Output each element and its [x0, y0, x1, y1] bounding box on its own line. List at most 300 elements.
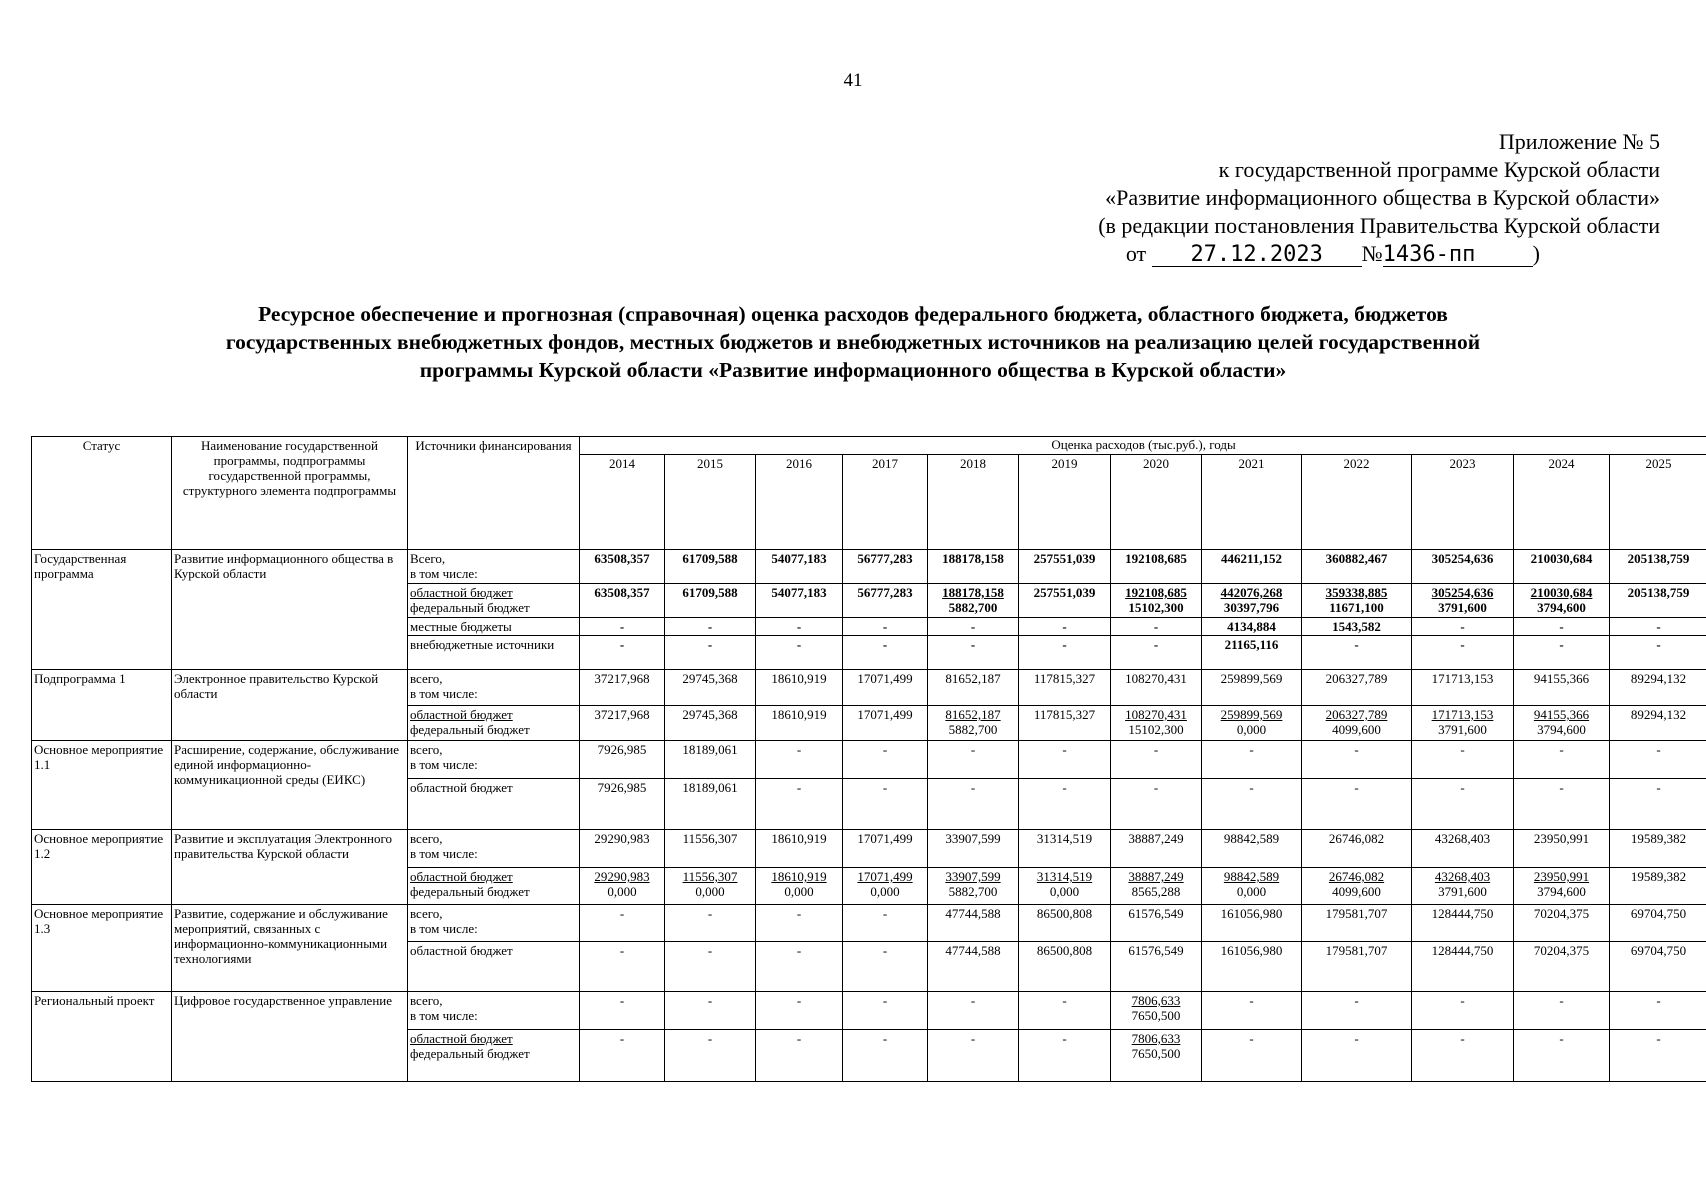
value-cell: [1610, 741, 1706, 779]
name-cell: Развитие и эксплуатация Электронного правительства Курской области: [172, 830, 408, 905]
value-cell: [1202, 942, 1302, 992]
value-cell: [756, 868, 843, 905]
value-cell: [843, 618, 928, 636]
value-cell: [580, 1030, 665, 1082]
value: 1543,582: [1332, 619, 1381, 634]
value: -: [970, 780, 976, 795]
value-cell: [1019, 830, 1111, 868]
year-header: 2021: [1202, 455, 1302, 550]
value-cell: [1302, 868, 1412, 905]
source-label: всего,: [410, 671, 443, 686]
value: 81652,187: [945, 707, 1001, 722]
value: 3794,600: [1537, 722, 1586, 737]
value: 29745,368: [682, 707, 738, 722]
value-cell: [1019, 706, 1111, 741]
value: 3791,600: [1438, 722, 1487, 737]
value: 17071,499: [857, 671, 913, 686]
value: 18610,919: [771, 831, 827, 846]
value-cell: [1019, 670, 1111, 706]
value: 43268,403: [1434, 831, 1491, 846]
value: 4134,884: [1227, 619, 1276, 634]
value: -: [1460, 637, 1465, 652]
appendix-line: (в редакции постановления Правительства Курской области: [1098, 213, 1660, 238]
value: 89294,132: [1630, 707, 1687, 722]
value: -: [707, 943, 713, 958]
value: 69704,750: [1630, 943, 1687, 958]
value: 61709,588: [682, 551, 738, 566]
value-cell: [843, 636, 928, 670]
value: 47744,588: [945, 906, 1001, 921]
value-cell: [1202, 550, 1302, 584]
appendix-line: Приложение № 5: [1498, 129, 1660, 154]
value: -: [1249, 780, 1254, 795]
value: -: [796, 943, 802, 958]
value: -: [707, 906, 713, 921]
value-cell: [665, 868, 756, 905]
value: -: [1153, 637, 1159, 652]
value-cell: [580, 992, 665, 1030]
name-cell: Цифровое государственное управление: [172, 992, 408, 1082]
value: 128444,750: [1431, 943, 1494, 958]
value-cell: [580, 584, 665, 618]
value: 206327,789: [1325, 707, 1388, 722]
source-label: федеральный бюджет: [410, 1046, 530, 1061]
value: 86500,808: [1036, 943, 1093, 958]
value-cell: [580, 868, 665, 905]
value: -: [796, 742, 802, 757]
value-cell: [1610, 618, 1706, 636]
value-cell: [1412, 779, 1514, 830]
source-label: федеральный бюджет: [410, 884, 530, 899]
status-cell: Государственная программа: [32, 550, 172, 670]
value: -: [882, 906, 888, 921]
value: 5882,700: [948, 884, 998, 899]
value-cell: [1610, 830, 1706, 868]
value-cell: [1412, 618, 1514, 636]
value: 19589,382: [1630, 869, 1687, 884]
value-cell: [843, 741, 928, 779]
value: -: [1559, 619, 1564, 634]
value: 0,000: [870, 884, 900, 899]
value: 18610,919: [771, 671, 827, 686]
value: 15102,300: [1128, 600, 1184, 615]
value: 192108,685: [1125, 585, 1187, 600]
value: -: [1559, 993, 1564, 1008]
value-cell: [1514, 584, 1610, 618]
value-cell: [1514, 868, 1610, 905]
year-header: 2025: [1610, 455, 1706, 550]
value-cell: [1302, 741, 1412, 779]
value: -: [1153, 619, 1159, 634]
value: 171713,153: [1431, 707, 1494, 722]
value-cell: [928, 670, 1019, 706]
value-cell: [580, 741, 665, 779]
name-cell: Электронное правительство Курской области: [172, 670, 408, 741]
value-cell: [665, 636, 756, 670]
value: 305254,636: [1431, 551, 1494, 566]
value: 0,000: [1236, 722, 1267, 737]
table-row: [32, 741, 1706, 779]
source-cell: [408, 942, 580, 992]
value: -: [1656, 637, 1661, 652]
value: 7806,633: [1131, 993, 1181, 1008]
value-cell: [665, 992, 756, 1030]
value-cell: [1514, 992, 1610, 1030]
value-cell: [1514, 905, 1610, 942]
value-cell: [1302, 779, 1412, 830]
value: -: [796, 619, 802, 634]
value: 5882,700: [948, 600, 998, 615]
value-cell: [1111, 550, 1202, 584]
name-cell: Расширение, содержание, обслуживание единой информационно-коммуникационной среды (ЕИКС): [172, 741, 408, 830]
source-cell: [408, 992, 580, 1030]
source-label: областной бюджет: [410, 1031, 513, 1046]
value-cell: [1412, 706, 1514, 741]
value-cell: [1514, 550, 1610, 584]
value: -: [1559, 1031, 1564, 1046]
value-cell: [580, 830, 665, 868]
value-cell: [928, 830, 1019, 868]
value-cell: [756, 779, 843, 830]
source-label: всего,: [410, 906, 443, 921]
value-cell: [580, 670, 665, 706]
value-cell: [1202, 905, 1302, 942]
value: -: [1460, 780, 1465, 795]
value: 188178,158: [942, 551, 1004, 566]
value-cell: [928, 706, 1019, 741]
value-cell: [1514, 706, 1610, 741]
value-cell: [756, 992, 843, 1030]
value: 161056,980: [1220, 943, 1283, 958]
source-label: всего,: [410, 831, 443, 846]
value: 7650,500: [1131, 1008, 1181, 1023]
year-header: 2014: [580, 455, 665, 550]
value: 128444,750: [1431, 906, 1494, 921]
value-cell: [1019, 741, 1111, 779]
source-label: всего,: [410, 993, 443, 1008]
close-paren: ): [1532, 241, 1540, 266]
value: 15102,300: [1128, 722, 1184, 737]
value: 18189,061: [682, 742, 738, 757]
source-cell: [408, 868, 580, 905]
value: -: [796, 993, 802, 1008]
value: 29290,983: [594, 869, 650, 884]
value: -: [1460, 619, 1465, 634]
value-cell: [665, 618, 756, 636]
value-cell: [665, 706, 756, 741]
value: 4099,600: [1332, 722, 1381, 737]
page-number: 41: [843, 70, 863, 91]
value: 43268,403: [1434, 869, 1491, 884]
source-label: федеральный бюджет: [410, 722, 530, 737]
value-cell: [665, 1030, 756, 1082]
value-cell: [1019, 905, 1111, 942]
value-cell: [665, 670, 756, 706]
value: -: [970, 1031, 976, 1046]
value: -: [1656, 780, 1661, 795]
value-cell: [1111, 584, 1202, 618]
value-cell: [1202, 992, 1302, 1030]
value: -: [1354, 780, 1359, 795]
value: -: [707, 1031, 713, 1046]
value: 31314,519: [1036, 831, 1093, 846]
value: -: [1559, 637, 1564, 652]
value-cell: [1111, 905, 1202, 942]
value-cell: [1412, 992, 1514, 1030]
value-cell: [928, 550, 1019, 584]
value: -: [1559, 742, 1564, 757]
appendix-line: к государственной программе Курской области: [1218, 157, 1660, 182]
document-title: [60, 300, 1646, 384]
value: 21165,116: [1224, 637, 1279, 652]
value-cell: [1412, 942, 1514, 992]
value-cell: [1019, 584, 1111, 618]
value: 29745,368: [682, 671, 738, 686]
value: 26746,082: [1328, 869, 1385, 884]
appendix-line: «Развитие информационного общества в Курской области»: [1105, 185, 1660, 210]
value-cell: [580, 942, 665, 992]
value-cell: [1514, 779, 1610, 830]
value: -: [1460, 993, 1465, 1008]
value: 359338,885: [1325, 585, 1388, 600]
value: 18189,061: [682, 780, 738, 795]
value: 446211,152: [1220, 551, 1283, 566]
source-label: внебюджетные источники: [410, 637, 555, 652]
value: 7650,500: [1131, 1046, 1181, 1061]
value: 0,000: [784, 884, 814, 899]
value-cell: [665, 830, 756, 868]
estimate-header: Оценка расходов (тыс.руб.), годы: [580, 437, 1706, 455]
value: 69704,750: [1630, 906, 1687, 921]
value: 205138,759: [1627, 551, 1690, 566]
value-cell: [843, 779, 928, 830]
value: 89294,132: [1630, 671, 1687, 686]
value-cell: [1111, 670, 1202, 706]
value: 47744,588: [945, 943, 1001, 958]
value: -: [1249, 1031, 1254, 1046]
value-cell: [1412, 1030, 1514, 1082]
value: 259899,569: [1220, 707, 1283, 722]
value-cell: [580, 779, 665, 830]
value: 117815,327: [1033, 671, 1096, 686]
value: 8565,288: [1131, 884, 1181, 899]
value: 0,000: [695, 884, 725, 899]
source-cell: [408, 636, 580, 670]
value-cell: [1412, 550, 1514, 584]
value: 4099,600: [1332, 884, 1381, 899]
value: 23950,991: [1533, 869, 1590, 884]
value: 5882,700: [948, 722, 998, 737]
source-cell: [408, 741, 580, 779]
status-cell: Основное мероприятие 1.2: [32, 830, 172, 905]
value-cell: [756, 741, 843, 779]
value: 56777,283: [857, 585, 913, 600]
value-cell: [756, 618, 843, 636]
value-cell: [1111, 706, 1202, 741]
value-cell: [843, 905, 928, 942]
appendix-header: [1098, 128, 1660, 268]
value-cell: [1019, 636, 1111, 670]
value: -: [1062, 637, 1067, 652]
value: 7806,633: [1131, 1031, 1181, 1046]
value: 33907,599: [945, 831, 1001, 846]
value: -: [1062, 742, 1067, 757]
value-cell: [1202, 636, 1302, 670]
year-header: 2020: [1111, 455, 1202, 550]
value-cell: [756, 942, 843, 992]
value-cell: [1610, 992, 1706, 1030]
value: -: [619, 637, 625, 652]
value-cell: [843, 1030, 928, 1082]
budget-table: [31, 436, 1706, 1082]
value-cell: [1514, 741, 1610, 779]
value: 259899,569: [1220, 671, 1283, 686]
value: -: [1062, 780, 1067, 795]
value-cell: [1610, 942, 1706, 992]
value-cell: [665, 550, 756, 584]
value-cell: [1412, 670, 1514, 706]
source-cell: [408, 584, 580, 618]
value: -: [1153, 780, 1159, 795]
value-cell: [665, 942, 756, 992]
value-cell: [1514, 830, 1610, 868]
value-cell: [580, 550, 665, 584]
value: -: [796, 1031, 802, 1046]
value-cell: [1111, 942, 1202, 992]
value-cell: [756, 670, 843, 706]
source-label: в том числе:: [410, 566, 478, 581]
value: -: [619, 619, 625, 634]
value-cell: [1111, 618, 1202, 636]
value-cell: [1111, 830, 1202, 868]
value: -: [619, 993, 625, 1008]
value-cell: [756, 905, 843, 942]
value: 17071,499: [857, 831, 913, 846]
source-header: Источники финансирования: [408, 437, 580, 550]
value-cell: [1019, 992, 1111, 1030]
value-cell: [580, 706, 665, 741]
value-cell: [1019, 868, 1111, 905]
value-cell: [580, 618, 665, 636]
title-line: государственных внебюджетных фондов, местных бюджетов и внебюджетных источников на реализацию целей государственной: [225, 330, 1481, 354]
source-label: областной бюджет: [410, 869, 513, 884]
value-cell: [1610, 779, 1706, 830]
value: 11556,307: [682, 831, 738, 846]
value: 56777,283: [857, 551, 913, 566]
value: 31314,519: [1036, 869, 1093, 884]
value-cell: [1302, 830, 1412, 868]
value-cell: [1514, 636, 1610, 670]
value-cell: [1302, 706, 1412, 741]
value: -: [707, 993, 713, 1008]
value: 30397,796: [1223, 600, 1280, 615]
source-cell: [408, 550, 580, 584]
value: -: [796, 780, 802, 795]
name-header: Наименование государственной программы, подпрограммы государственной программы, структурного элемента подпрограммы: [172, 437, 408, 550]
value-cell: [1202, 584, 1302, 618]
value: -: [1656, 619, 1661, 634]
year-header: 2017: [843, 455, 928, 550]
source-cell: [408, 618, 580, 636]
value: 3794,600: [1537, 600, 1586, 615]
value-cell: [1302, 550, 1412, 584]
value-cell: [756, 830, 843, 868]
status-header: Статус: [32, 437, 172, 550]
value-cell: [843, 670, 928, 706]
value: -: [882, 943, 888, 958]
table-row: [32, 992, 1706, 1030]
value-cell: [928, 584, 1019, 618]
value-cell: [1111, 868, 1202, 905]
value-cell: [1302, 905, 1412, 942]
value-cell: [756, 584, 843, 618]
value-cell: [1302, 636, 1412, 670]
value: -: [970, 742, 976, 757]
value-cell: [928, 741, 1019, 779]
value-cell: [1412, 636, 1514, 670]
value-cell: [1412, 905, 1514, 942]
value: -: [1062, 619, 1067, 634]
value: 171713,153: [1431, 671, 1494, 686]
value: -: [882, 619, 888, 634]
value: 7926,985: [597, 742, 647, 757]
value: 29290,983: [594, 831, 650, 846]
value: 54077,183: [771, 551, 827, 566]
year-header: 2024: [1514, 455, 1610, 550]
value-cell: [843, 942, 928, 992]
value-cell: [843, 584, 928, 618]
value: -: [1062, 993, 1067, 1008]
value: 205138,759: [1627, 585, 1690, 600]
value: 192108,685: [1125, 551, 1187, 566]
value: -: [1249, 742, 1254, 757]
source-label: всего,: [410, 742, 443, 757]
value-cell: [928, 992, 1019, 1030]
value: -: [619, 943, 625, 958]
value-cell: [1202, 830, 1302, 868]
value: 17071,499: [857, 869, 913, 884]
value: -: [619, 906, 625, 921]
number-label: №: [1361, 241, 1383, 266]
source-cell: [408, 706, 580, 741]
value: -: [619, 1031, 625, 1046]
source-label: областной бюджет: [410, 585, 513, 600]
value: -: [1656, 993, 1661, 1008]
value: -: [1249, 993, 1254, 1008]
value-cell: [1412, 741, 1514, 779]
value: 442076,268: [1220, 585, 1283, 600]
value: -: [970, 637, 976, 652]
value-cell: [1610, 1030, 1706, 1082]
value-cell: [1019, 618, 1111, 636]
value: 360882,467: [1325, 551, 1388, 566]
title-line: Ресурсное обеспечение и прогнозная (справочная) оценка расходов федерального бюджета, областного бюджета, бюджетов: [258, 302, 1448, 326]
value: -: [796, 906, 802, 921]
value: 18610,919: [771, 869, 827, 884]
value: -: [1656, 742, 1661, 757]
value: 188178,158: [942, 585, 1004, 600]
value-cell: [1111, 779, 1202, 830]
from-label: от: [1125, 241, 1147, 266]
value-cell: [1302, 584, 1412, 618]
source-label: в том числе:: [410, 921, 478, 936]
value-cell: [1019, 779, 1111, 830]
value: 37217,968: [594, 671, 650, 686]
value-cell: [843, 550, 928, 584]
value-cell: [1302, 942, 1412, 992]
value-cell: [1610, 550, 1706, 584]
table-row: [32, 670, 1706, 706]
